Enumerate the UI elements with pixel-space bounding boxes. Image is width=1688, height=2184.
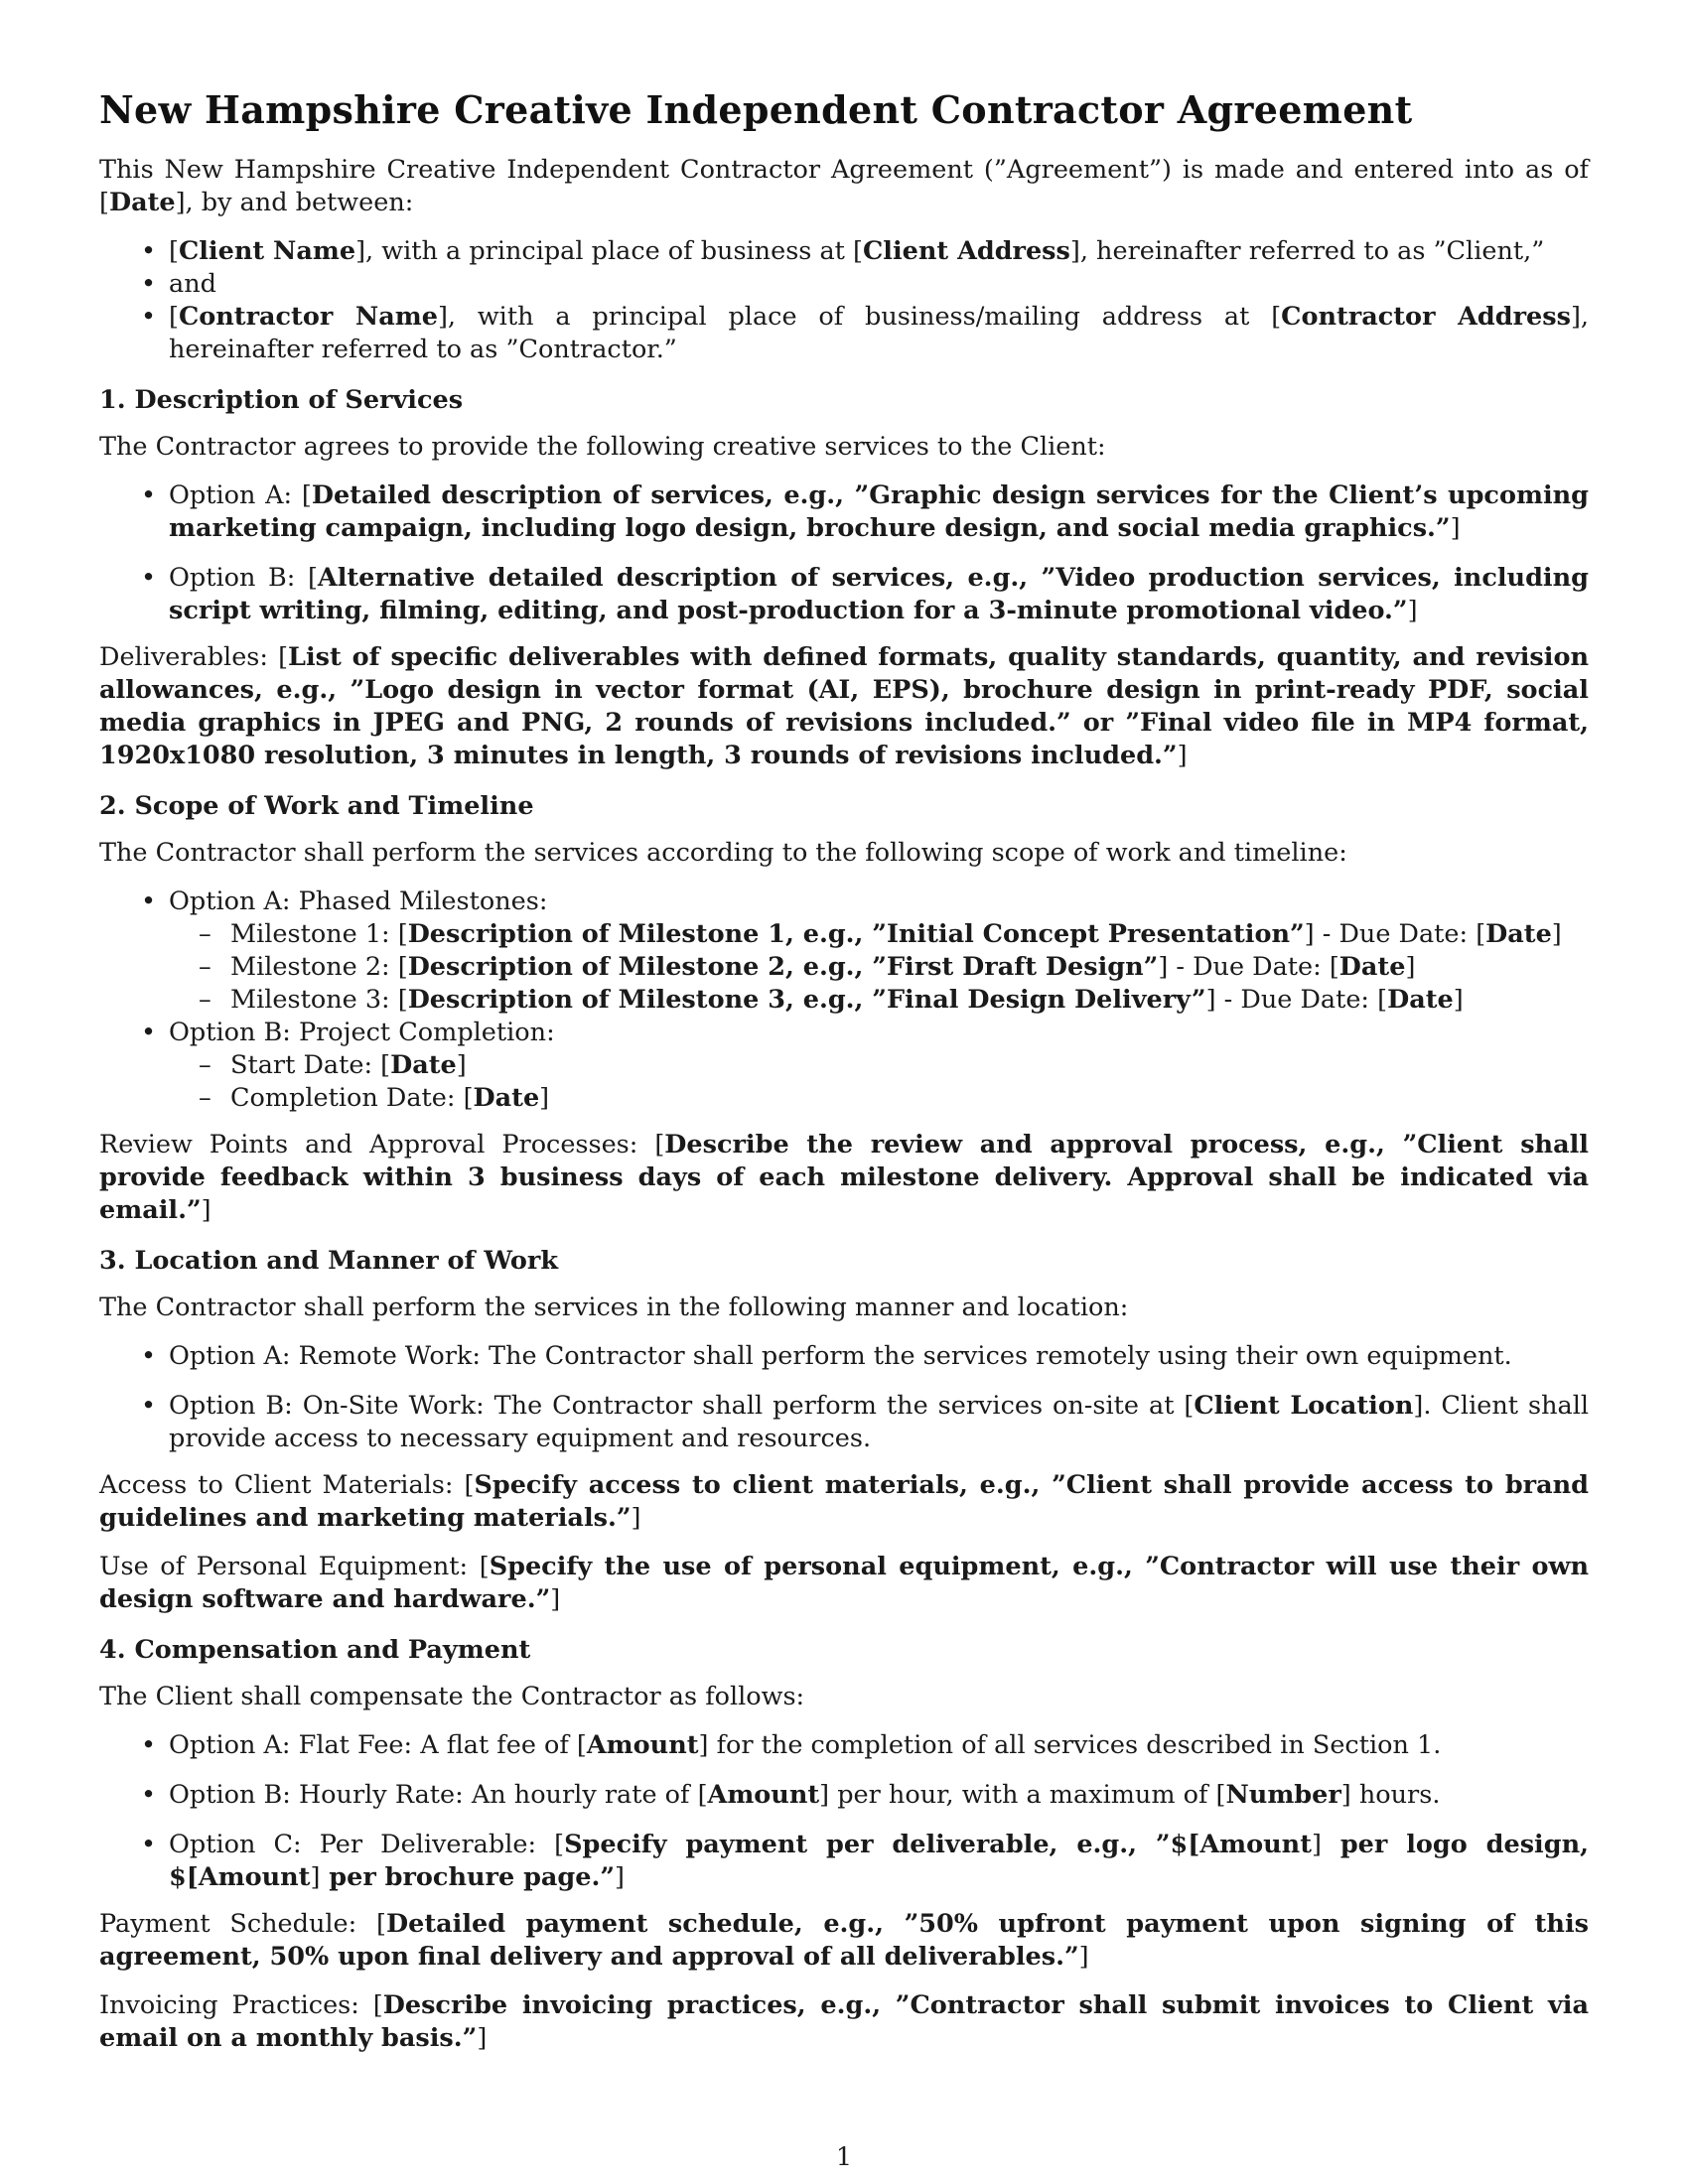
intro-date-placeholder: Date — [108, 188, 176, 217]
timeline-option-a: • Option A: Phased Milestones: – Milestone 1: [Description of Milestone 1, e.g., ”Initial Concept Presentation”] - Due Date: [Date] – Milestone 2: [Description of Milestone 2, e.g., ”First Draft Design”] - Due Date: [Date] – Milestone 3: [Description of Milestone 3, e.g., ”Final Design Delivery”] - Due Date: [Date] — [169, 886, 1589, 1017]
client-name-placeholder: Client Name — [178, 236, 356, 266]
start-date: – Start Date: [Date] — [230, 1049, 1589, 1082]
party-contractor: • [Contractor Name], with a principal place of business/mailing address at [Contractor Address], hereinafter referred to as ”Contractor.” — [169, 301, 1589, 366]
intro-paragraph — [99, 154, 1589, 219]
milestones-list — [169, 918, 1589, 1017]
milestone-2: – Milestone 2: [Description of Milestone 2, e.g., ”First Draft Design”] - Due Date: [Date] — [230, 951, 1589, 984]
payment-option-b: • Option B: Hourly Rate: An hourly rate of [Amount] per hour, with a maximum of [Number] hours. — [169, 1779, 1589, 1812]
section-4-heading: 4. Compensation and Payment — [99, 1635, 531, 1665]
section-1-options — [99, 479, 1589, 627]
equipment-paragraph: Use of Personal Equipment: [Specify the use of personal equipment, e.g., ”Contractor will use their own design software and hardware.”] — [99, 1552, 1590, 1614]
location-option-a: • Option A: Remote Work: The Contractor shall perform the services remotely using their own equipment. — [169, 1340, 1589, 1373]
contractor-address-placeholder: Contractor Address — [1281, 302, 1571, 332]
intro-text: This New Hampshire Creative Independent Contractor Agreement (”Agreement”) is made and entered into as of [ — [99, 155, 1589, 217]
payment-option-a: • Option A: Flat Fee: A flat fee of [Amount] for the completion of all services described in Section 1. — [169, 1729, 1589, 1762]
deliverables-paragraph: Deliverables: [List of specific deliverables with defined formats, quality standards, quantity, and revision allowances, e.g., ”Logo design in vector format (AI, EPS), brochure design in print-ready PDF, social media graphics in JPEG and PNG, 2 rounds of revisions included.” or ”Final video file in MP4 format, 1920x1080 resolution, 3 minutes in length, 3 rounds of revisions included.”] — [99, 642, 1589, 770]
section-1-heading: 1. Description of Services — [99, 385, 464, 415]
completion-dates-list — [169, 1049, 1589, 1115]
section-4-intro: The Client shall compensate the Contractor as follows: — [99, 1682, 805, 1711]
parties-list — [99, 235, 1589, 366]
document-title: New Hampshire Creative Independent Contractor Agreement — [99, 87, 1413, 132]
page-number: 1 — [835, 2142, 853, 2172]
milestone-3: – Milestone 3: [Description of Milestone 3, e.g., ”Final Design Delivery”] - Due Date: [Date] — [230, 984, 1589, 1017]
contractor-name-placeholder: Contractor Name — [178, 302, 438, 332]
section-2-options — [99, 886, 1589, 1115]
payment-option-c: • Option C: Per Deliverable: [Specify payment per deliverable, e.g., ”$[Amount] per logo design, $[Amount] per brochure page.”] — [169, 1829, 1589, 1894]
section-1-intro: The Contractor agrees to provide the following creative services to the Client: — [99, 432, 1106, 462]
milestone-1: – Milestone 1: [Description of Milestone 1, e.g., ”Initial Concept Presentation”] - Due Date: [Date] — [230, 918, 1589, 951]
access-paragraph: Access to Client Materials: [Specify access to client materials, e.g., ”Client shall provide access to brand guidelines and marketing materials.”] — [99, 1470, 1589, 1533]
location-option-b: • Option B: On-Site Work: The Contractor shall perform the services on-site at [Client Location]. Client shall provide access to necessary equipment and resources. — [169, 1390, 1589, 1455]
review-paragraph: Review Points and Approval Processes: [Describe the review and approval process, e.g., ”Client shall provide feedback within 3 business days of each milestone delivery. Approval shall be indicated via email.”] — [99, 1130, 1589, 1225]
timeline-option-b: • Option B: Project Completion: – Start Date: [Date] – Completion Date: [Date] — [169, 1017, 1589, 1115]
section-3-intro: The Contractor shall perform the services in the following manner and location: — [99, 1293, 1129, 1322]
completion-date: – Completion Date: [Date] — [230, 1082, 1589, 1115]
document-page — [99, 87, 1589, 2071]
section-2-heading: 2. Scope of Work and Timeline — [99, 791, 534, 821]
invoicing-paragraph: Invoicing Practices: [Describe invoicing practices, e.g., ”Contractor shall submit invoices to Client via email on a monthly basis.”] — [99, 1990, 1589, 2053]
section-4-options — [99, 1729, 1589, 1894]
party-and: • and — [169, 268, 1589, 301]
party-client: • [Client Name], with a principal place of business at [Client Address], hereinafter referred to as ”Client,” — [169, 235, 1589, 268]
section-3-heading: 3. Location and Manner of Work — [99, 1246, 559, 1276]
services-option-a: • Option A: [Detailed description of services, e.g., ”Graphic design services for the Client’s upcoming marketing campaign, including logo design, brochure design, and social media graphics.”] — [169, 479, 1589, 545]
services-option-b: • Option B: [Alternative detailed description of services, e.g., ”Video production services, including script writing, filming, editing, and post-production for a 3-minute promotional video.”] — [169, 562, 1589, 627]
client-address-placeholder: Client Address — [862, 236, 1070, 266]
payment-schedule-paragraph: Payment Schedule: [Detailed payment schedule, e.g., ”50% upfront payment upon signing of this agreement, 50% upon final delivery and approval of all deliverables.”] — [99, 1909, 1590, 1972]
intro-text-end: ], by and between: — [175, 188, 414, 217]
section-2-intro: The Contractor shall perform the services according to the following scope of work and timeline: — [99, 838, 1347, 868]
section-3-options — [99, 1340, 1589, 1455]
